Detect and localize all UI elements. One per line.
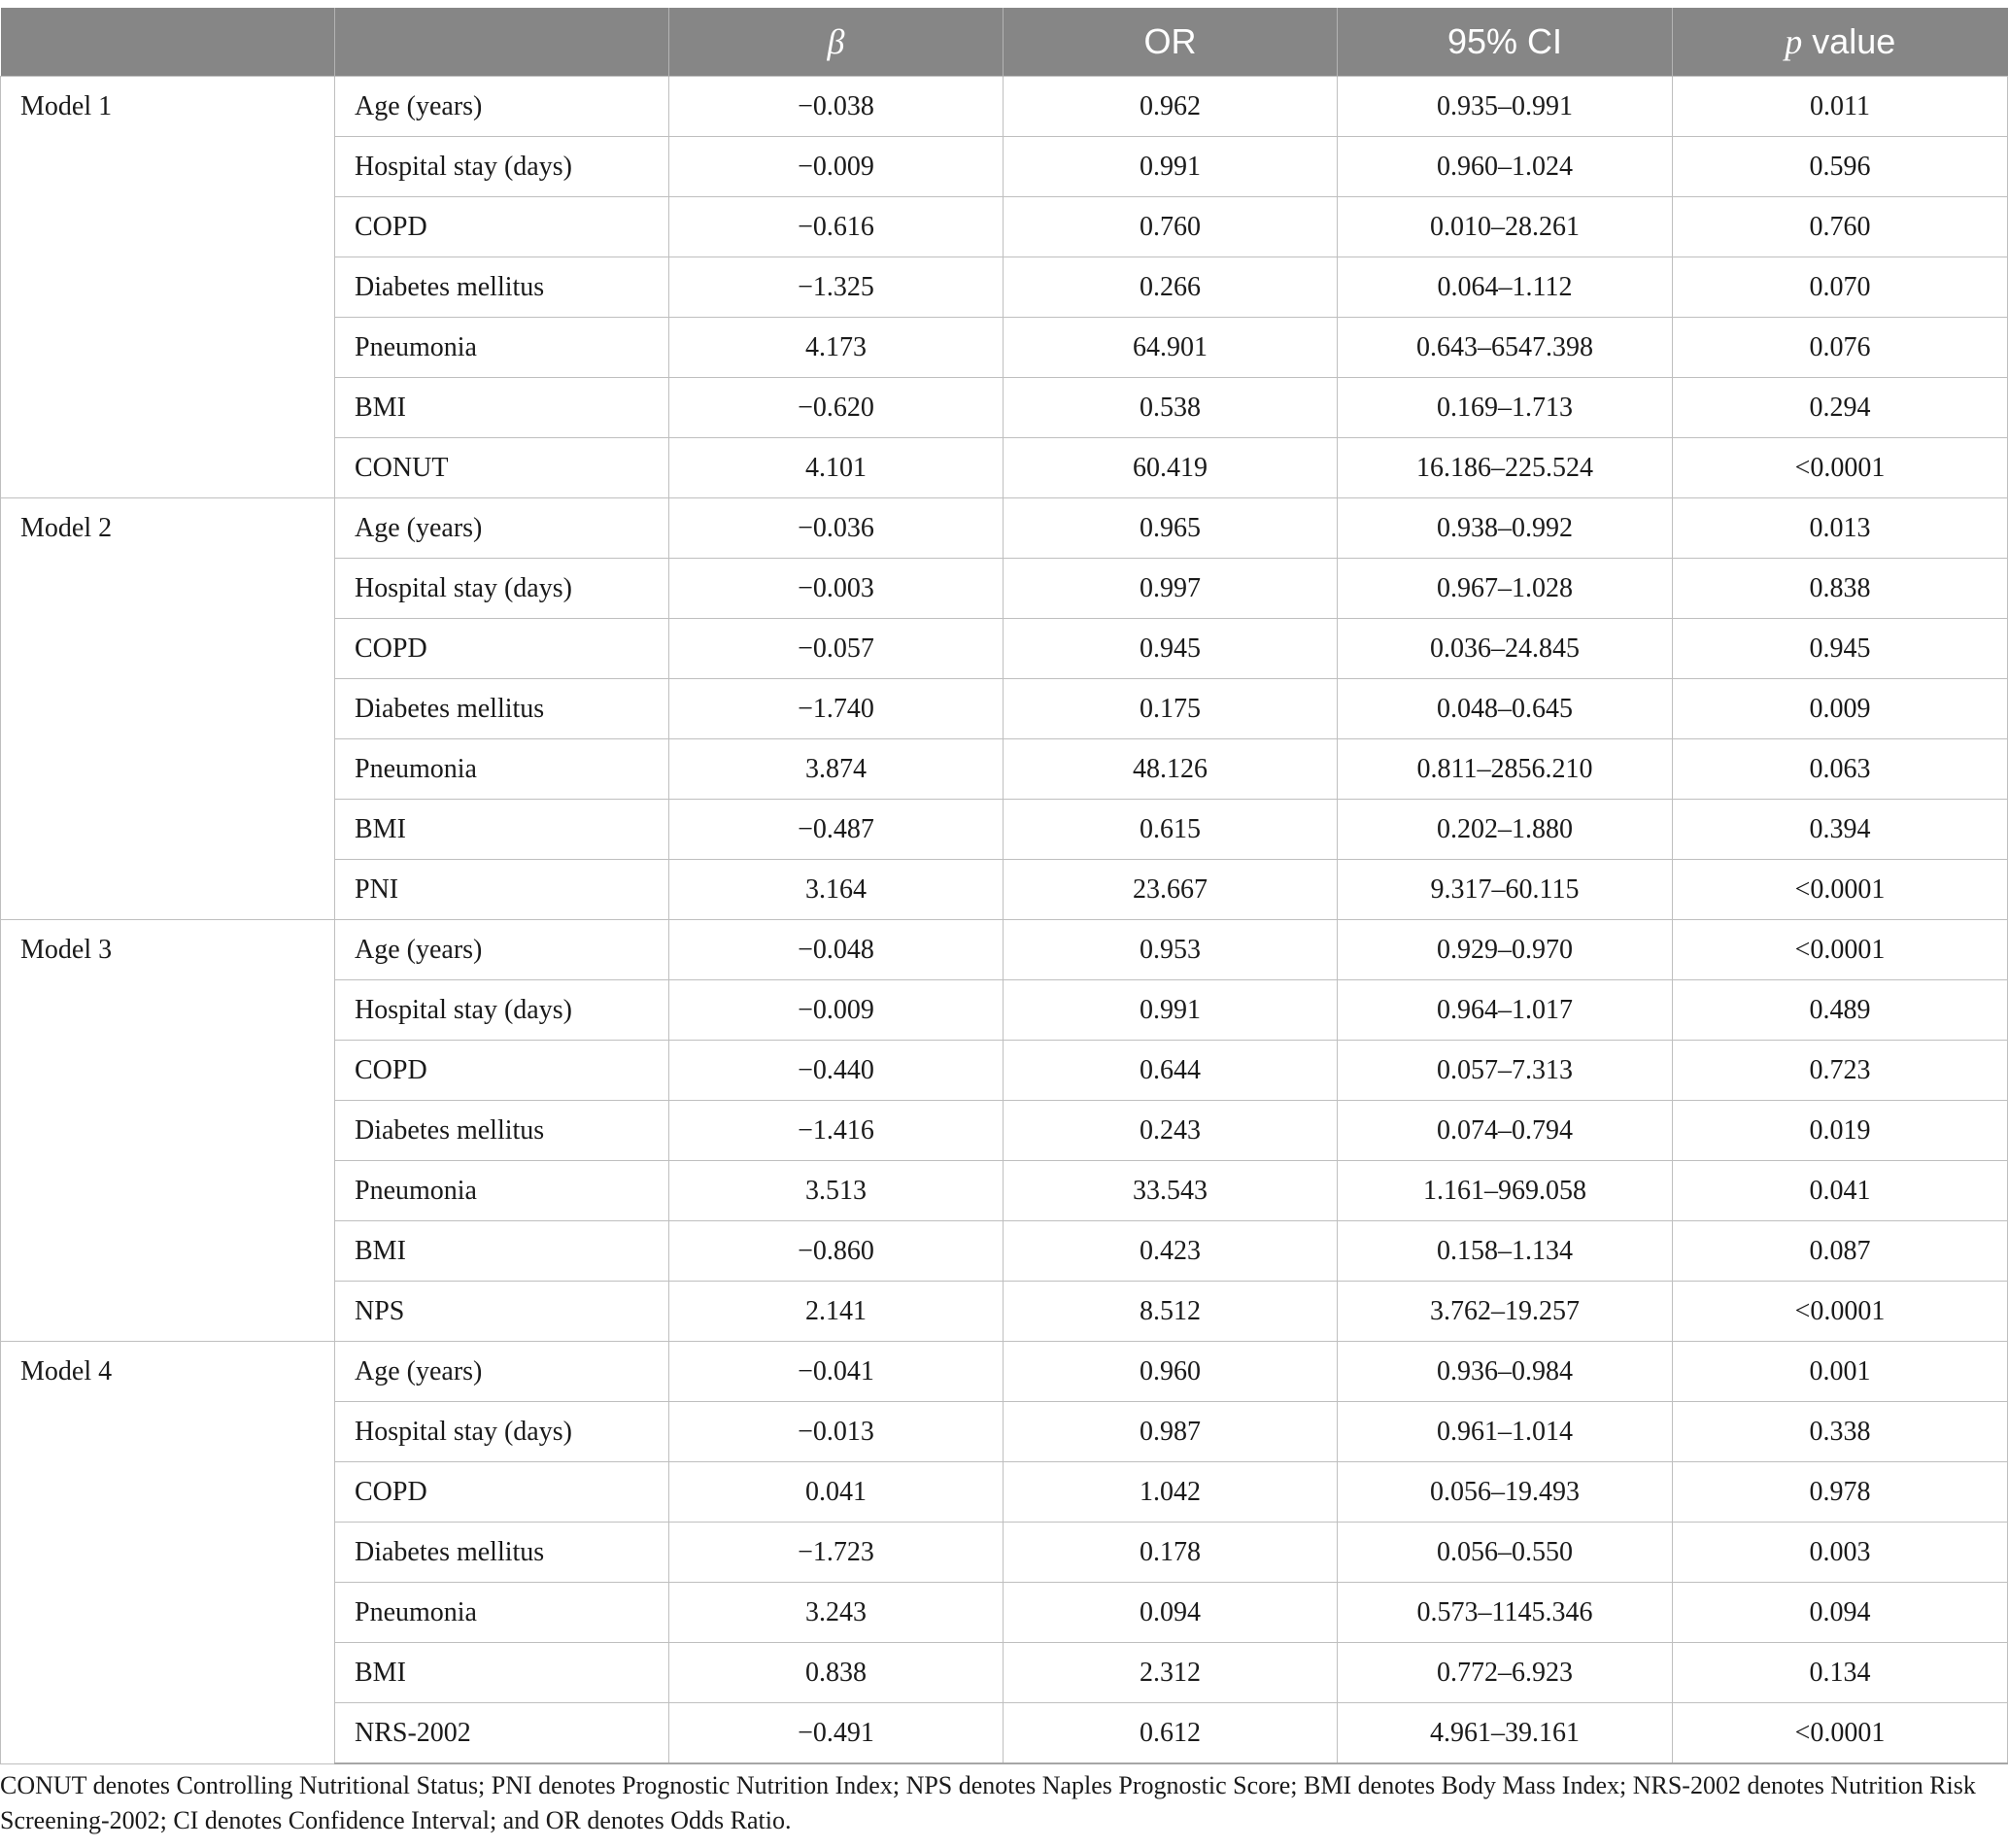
p-value-cell: 0.978 — [1673, 1462, 2008, 1523]
confidence-interval-cell: 0.936–0.984 — [1338, 1342, 1673, 1402]
variable-cell: NRS-2002 — [335, 1703, 669, 1764]
confidence-interval-cell: 0.202–1.880 — [1338, 800, 1673, 860]
table-row — [1, 498, 2008, 559]
model-label: Model 3 — [1, 920, 335, 1342]
p-value-cell: 0.063 — [1673, 739, 2008, 800]
beta-cell: −1.740 — [669, 679, 1004, 739]
beta-cell: 3.164 — [669, 860, 1004, 920]
odds-ratio-cell: 0.266 — [1004, 257, 1338, 318]
beta-cell: −0.860 — [669, 1221, 1004, 1282]
confidence-interval-cell: 0.929–0.970 — [1338, 920, 1673, 980]
confidence-interval-cell: 0.964–1.017 — [1338, 980, 1673, 1041]
odds-ratio-cell: 0.644 — [1004, 1041, 1338, 1101]
header-or: OR — [1004, 8, 1338, 77]
confidence-interval-cell: 0.938–0.992 — [1338, 498, 1673, 559]
header-p-value — [1673, 8, 2008, 77]
variable-cell: COPD — [335, 197, 669, 257]
variable-cell: BMI — [335, 1643, 669, 1703]
confidence-interval-cell: 0.811–2856.210 — [1338, 739, 1673, 800]
variable-cell: Hospital stay (days) — [335, 137, 669, 197]
beta-cell: −0.041 — [669, 1342, 1004, 1402]
odds-ratio-cell: 0.178 — [1004, 1523, 1338, 1583]
variable-cell: CONUT — [335, 438, 669, 498]
variable-cell: Pneumonia — [335, 739, 669, 800]
p-value-cell: 0.760 — [1673, 197, 2008, 257]
beta-cell: −0.057 — [669, 619, 1004, 679]
model-label: Model 2 — [1, 498, 335, 920]
odds-ratio-cell: 8.512 — [1004, 1282, 1338, 1342]
beta-cell: −0.036 — [669, 498, 1004, 559]
odds-ratio-cell: 0.094 — [1004, 1583, 1338, 1643]
confidence-interval-cell: 16.186–225.524 — [1338, 438, 1673, 498]
beta-cell: 3.243 — [669, 1583, 1004, 1643]
beta-cell: −1.325 — [669, 257, 1004, 318]
odds-ratio-cell: 64.901 — [1004, 318, 1338, 378]
confidence-interval-cell: 0.064–1.112 — [1338, 257, 1673, 318]
odds-ratio-cell: 0.960 — [1004, 1342, 1338, 1402]
p-value-cell: <0.0001 — [1673, 860, 2008, 920]
odds-ratio-cell: 0.612 — [1004, 1703, 1338, 1764]
odds-ratio-cell: 0.997 — [1004, 559, 1338, 619]
beta-cell: −0.013 — [669, 1402, 1004, 1462]
confidence-interval-cell: 0.961–1.014 — [1338, 1402, 1673, 1462]
odds-ratio-cell: 0.423 — [1004, 1221, 1338, 1282]
p-value-cell: 0.294 — [1673, 378, 2008, 438]
odds-ratio-cell: 23.667 — [1004, 860, 1338, 920]
variable-cell: Pneumonia — [335, 318, 669, 378]
confidence-interval-cell: 0.056–19.493 — [1338, 1462, 1673, 1523]
beta-cell: 4.173 — [669, 318, 1004, 378]
p-value-cell: 0.001 — [1673, 1342, 2008, 1402]
variable-cell: Diabetes mellitus — [335, 1101, 669, 1161]
variable-cell: Age (years) — [335, 920, 669, 980]
beta-cell: −0.616 — [669, 197, 1004, 257]
p-value-cell: 0.013 — [1673, 498, 2008, 559]
p-value-cell: 0.094 — [1673, 1583, 2008, 1643]
results-table — [0, 8, 2008, 1764]
table-header — [1, 8, 2008, 77]
p-value-cell: 0.489 — [1673, 980, 2008, 1041]
beta-cell: −0.048 — [669, 920, 1004, 980]
variable-cell: COPD — [335, 619, 669, 679]
p-value-cell: 0.134 — [1673, 1643, 2008, 1703]
odds-ratio-cell: 0.538 — [1004, 378, 1338, 438]
confidence-interval-cell: 0.056–0.550 — [1338, 1523, 1673, 1583]
beta-cell: −0.009 — [669, 137, 1004, 197]
model-label: Model 4 — [1, 1342, 335, 1764]
header-beta — [669, 8, 1004, 77]
header-p-label: value — [1812, 21, 1896, 61]
variable-cell: BMI — [335, 1221, 669, 1282]
confidence-interval-cell: 0.935–0.991 — [1338, 77, 1673, 137]
confidence-interval-cell: 0.036–24.845 — [1338, 619, 1673, 679]
confidence-interval-cell: 4.961–39.161 — [1338, 1703, 1673, 1764]
confidence-interval-cell: 0.158–1.134 — [1338, 1221, 1673, 1282]
header-variable — [335, 8, 669, 77]
variable-cell: Pneumonia — [335, 1583, 669, 1643]
p-value-cell: 0.019 — [1673, 1101, 2008, 1161]
confidence-interval-cell: 0.960–1.024 — [1338, 137, 1673, 197]
beta-cell: −1.416 — [669, 1101, 1004, 1161]
confidence-interval-cell: 0.057–7.313 — [1338, 1041, 1673, 1101]
header-p-italic: p — [1785, 22, 1803, 61]
beta-cell: −1.723 — [669, 1523, 1004, 1583]
odds-ratio-cell: 0.987 — [1004, 1402, 1338, 1462]
confidence-interval-cell: 0.643–6547.398 — [1338, 318, 1673, 378]
p-value-cell: <0.0001 — [1673, 438, 2008, 498]
header-row — [1, 8, 2008, 77]
beta-cell: 0.041 — [669, 1462, 1004, 1523]
variable-cell: NPS — [335, 1282, 669, 1342]
beta-cell: 0.838 — [669, 1643, 1004, 1703]
confidence-interval-cell: 0.967–1.028 — [1338, 559, 1673, 619]
variable-cell: Age (years) — [335, 1342, 669, 1402]
variable-cell: Diabetes mellitus — [335, 257, 669, 318]
beta-cell: 2.141 — [669, 1282, 1004, 1342]
p-value-cell: 0.838 — [1673, 559, 2008, 619]
variable-cell: PNI — [335, 860, 669, 920]
p-value-cell: <0.0001 — [1673, 1703, 2008, 1764]
p-value-cell: 0.076 — [1673, 318, 2008, 378]
odds-ratio-cell: 0.991 — [1004, 980, 1338, 1041]
model-label: Model 1 — [1, 77, 335, 498]
odds-ratio-cell: 1.042 — [1004, 1462, 1338, 1523]
beta-cell: −0.440 — [669, 1041, 1004, 1101]
variable-cell: Hospital stay (days) — [335, 980, 669, 1041]
p-value-cell: 0.070 — [1673, 257, 2008, 318]
variable-cell: COPD — [335, 1462, 669, 1523]
variable-cell: Age (years) — [335, 77, 669, 137]
p-value-cell: 0.011 — [1673, 77, 2008, 137]
confidence-interval-cell: 0.772–6.923 — [1338, 1643, 1673, 1703]
confidence-interval-cell: 0.048–0.645 — [1338, 679, 1673, 739]
p-value-cell: 0.338 — [1673, 1402, 2008, 1462]
beta-cell: −0.038 — [669, 77, 1004, 137]
confidence-interval-cell: 0.074–0.794 — [1338, 1101, 1673, 1161]
confidence-interval-cell: 9.317–60.115 — [1338, 860, 1673, 920]
variable-cell: Diabetes mellitus — [335, 679, 669, 739]
odds-ratio-cell: 48.126 — [1004, 739, 1338, 800]
odds-ratio-cell: 0.965 — [1004, 498, 1338, 559]
p-value-cell: 0.041 — [1673, 1161, 2008, 1221]
odds-ratio-cell: 0.243 — [1004, 1101, 1338, 1161]
odds-ratio-cell: 0.962 — [1004, 77, 1338, 137]
odds-ratio-cell: 0.953 — [1004, 920, 1338, 980]
odds-ratio-cell: 0.615 — [1004, 800, 1338, 860]
confidence-interval-cell: 0.169–1.713 — [1338, 378, 1673, 438]
beta-cell: −0.009 — [669, 980, 1004, 1041]
beta-cell: 3.874 — [669, 739, 1004, 800]
odds-ratio-cell: 60.419 — [1004, 438, 1338, 498]
header-model — [1, 8, 335, 77]
confidence-interval-cell: 0.010–28.261 — [1338, 197, 1673, 257]
confidence-interval-cell: 3.762–19.257 — [1338, 1282, 1673, 1342]
p-value-cell: 0.394 — [1673, 800, 2008, 860]
table-row — [1, 1342, 2008, 1402]
variable-cell: Age (years) — [335, 498, 669, 559]
odds-ratio-cell: 0.991 — [1004, 137, 1338, 197]
beta-cell: −0.003 — [669, 559, 1004, 619]
odds-ratio-cell: 33.543 — [1004, 1161, 1338, 1221]
confidence-interval-cell: 1.161–969.058 — [1338, 1161, 1673, 1221]
p-value-cell: 0.003 — [1673, 1523, 2008, 1583]
variable-cell: Hospital stay (days) — [335, 559, 669, 619]
header-beta-label: β — [827, 22, 845, 61]
p-value-cell: 0.723 — [1673, 1041, 2008, 1101]
odds-ratio-cell: 0.175 — [1004, 679, 1338, 739]
p-value-cell: <0.0001 — [1673, 920, 2008, 980]
variable-cell: BMI — [335, 800, 669, 860]
odds-ratio-cell: 0.945 — [1004, 619, 1338, 679]
confidence-interval-cell: 0.573–1145.346 — [1338, 1583, 1673, 1643]
beta-cell: 3.513 — [669, 1161, 1004, 1221]
beta-cell: 4.101 — [669, 438, 1004, 498]
variable-cell: Pneumonia — [335, 1161, 669, 1221]
variable-cell: BMI — [335, 378, 669, 438]
p-value-cell: 0.596 — [1673, 137, 2008, 197]
table-body — [1, 77, 2008, 1764]
beta-cell: −0.620 — [669, 378, 1004, 438]
odds-ratio-cell: 2.312 — [1004, 1643, 1338, 1703]
p-value-cell: <0.0001 — [1673, 1282, 2008, 1342]
p-value-cell: 0.087 — [1673, 1221, 2008, 1282]
header-ci: 95% CI — [1338, 8, 1673, 77]
beta-cell: −0.487 — [669, 800, 1004, 860]
variable-cell: COPD — [335, 1041, 669, 1101]
table-row — [1, 77, 2008, 137]
p-value-cell: 0.945 — [1673, 619, 2008, 679]
odds-ratio-cell: 0.760 — [1004, 197, 1338, 257]
beta-cell: −0.491 — [669, 1703, 1004, 1764]
p-value-cell: 0.009 — [1673, 679, 2008, 739]
table-footnote: CONUT denotes Controlling Nutritional Status; PNI denotes Prognostic Nutrition Index; NPS denotes Naples Prognostic Score; BMI denotes Body Mass Index; NRS-2002 denotes Nutrition Risk Screening-2002; CI denotes Confidence Interval; and OR denotes Odds Ratio. — [0, 1771, 1976, 1834]
variable-cell: Hospital stay (days) — [335, 1402, 669, 1462]
table-row — [1, 920, 2008, 980]
variable-cell: Diabetes mellitus — [335, 1523, 669, 1583]
